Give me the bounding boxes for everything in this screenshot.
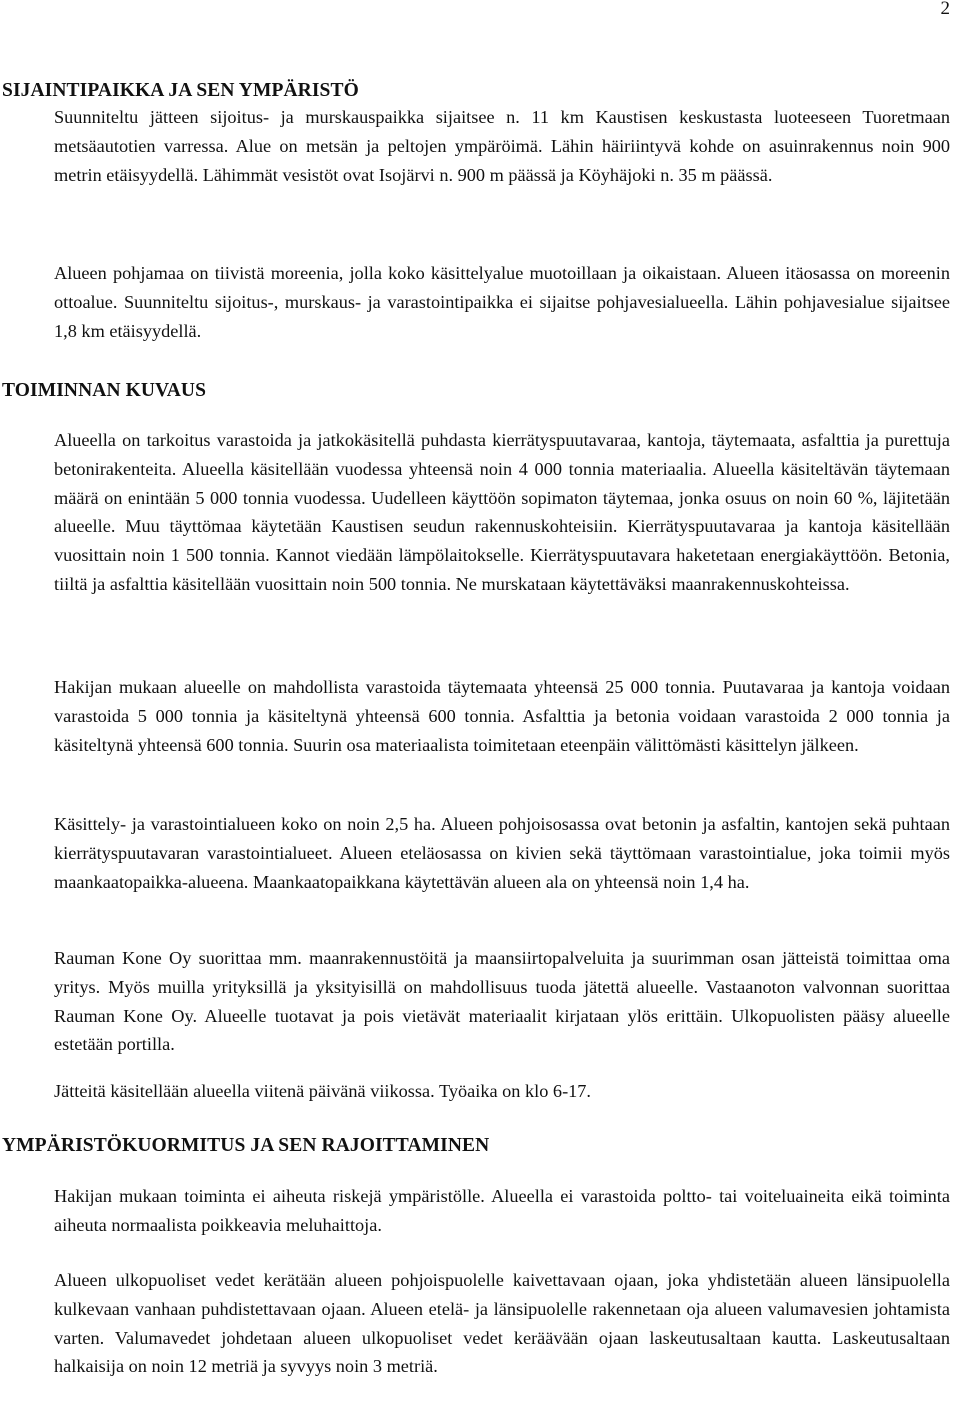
paragraph-working-hours: Jätteitä käsitellään alueella viitenä päivänä viikossa. Työaika on klo 6-17. <box>54 1081 592 1101</box>
section-heading-environmental-load: YMPÄRISTÖKUORMITUS JA SEN RAJOITTAMINEN <box>2 1135 490 1156</box>
paragraph-location-description: Suunniteltu jätteen sijoitus- ja murskauspaikka sijaitsee n. 11 km Kaustisen keskustasta luoteeseen Tuoretmaan metsäautotien varressa. Alue on metsän ja peltojen ympäröimä. Lähin häiriintyvä kohde on asuinrakennus noin 900 metrin etäisyydellä. Lähimmät vesistöt ovat Isojärvi n. 900 m päässä ja Köyhäjoki n. 35 m päässä. <box>54 107 950 185</box>
paragraph-soil-groundwater: Alueen pohjamaa on tiivistä moreenia, jolla koko käsittelyalue muotoillaan ja oikaistaan. Alueen itäosassa on moreenin ottoalue. Suunniteltu sijoitus-, murskaus- ja varastointipaikka ei sijaitse pohjavesialueella. Lähin pohjavesialue sijaitsee 1,8 km etäisyydellä. <box>54 263 950 341</box>
section-heading-operations: TOIMINNAN KUVAUS <box>2 380 207 401</box>
paragraph-risks: Hakijan mukaan toiminta ei aiheuta riskejä ympäristölle. Alueella ei varastoida poltto- tai voiteluaineita eikä toiminta aiheuta normaalista poikkeavia meluhaittoja. <box>54 1186 950 1235</box>
paragraph-materials-processing: Alueella on tarkoitus varastoida ja jatkokäsitellä puhdasta kierrätyspuutavaraa, kantoja, täytemaata, asfalttia ja purettuja betonirakenteita. Alueella käsitellään vuodessa yhteensä noin 4 000 tonnia materiaalia. Alueella käsiteltävän täytemaan määrä on enintään 5 000 tonnia vuodessa. Uudelleen käyttöön sopimaton täytemaa, jonka osuus on noin 60 %, läjitetään alueelle. Muu täyttömaa käytetään Kaustisen seudun rakennuskohteisiin. Kierrätyspuutavaraa ja kantoja käsitellään vuosittain noin 1 500 tonnia. Kannot viedään lämpölaitokselle. Kierrätyspuutavara haketetaan energiakäyttöön. Betonia, tiiltä ja asfalttia käsitellään vuosittain noin 500 tonnia. Ne murskataan käytettäväksi maanrakennuskohteissa. <box>54 430 950 594</box>
paragraph-operator: Rauman Kone Oy suorittaa mm. maanrakennustöitä ja maansiirtopalveluita ja suurimman osan jätteistä toimittaa oma yritys. Myös muilla yrityksillä ja yksityisillä on mahdollisuus tuoda jätettä alueelle. Vastaanoton valvonnan suorittaa Rauman Kone Oy. Alueelle tuotavat ja pois vietävät materiaalit kirjataan ylös erittäin. Ulkopuolisten pääsy alueelle estetään portilla. <box>54 948 950 1055</box>
section-heading-location: SIJAINTIPAIKKA JA SEN YMPÄRISTÖ <box>2 80 359 101</box>
paragraph-drainage: Alueen ulkopuoliset vedet kerätään alueen pohjoispuolelle kaivettavaan ojaan, joka yhdistetään alueen länsipuolella kulkevaan vanhaan puhdistettavaan ojaan. Alueen etelä- ja länsipuolelle rakennetaan oja alueen valumavesien johtamista varten. Valumavedet johdetaan alueen ulkopuoliset vedet keräävään ojaan laskeutusaltaan kautta. Laskeutusaltaan halkaisija on noin 12 metriä ja syvyys noin 3 metriä. <box>54 1270 950 1377</box>
paragraph-storage-capacity: Hakijan mukaan alueelle on mahdollista varastoida täytemaata yhteensä 25 000 tonnia. Puutavaraa ja kantoja voidaan varastoida 5 000 tonnia ja käsiteltynä yhteensä 600 tonnia. Asfalttia ja betonia voidaan varastoida 2 000 tonnia ja käsiteltynä yhteensä 600 tonnia. Suurin osa materiaalista toimitetaan eteenpäin välittömästi käsittelyn jälkeen. <box>54 677 950 755</box>
paragraph-area-layout: Käsittely- ja varastointialueen koko on noin 2,5 ha. Alueen pohjoisosassa ovat betonin ja asfaltin, kantojen sekä puhtaan kierrätyspuutavaran varastointialueet. Alueen eteläosassa on kivien sekä täyttömaan varastointialue, joka toimii myös maankaatopaikka-alueena. Maankaatopaikkana käytettävän alueen ala on yhteensä noin 1,4 ha. <box>54 814 950 892</box>
page-number: 2 <box>940 0 950 19</box>
